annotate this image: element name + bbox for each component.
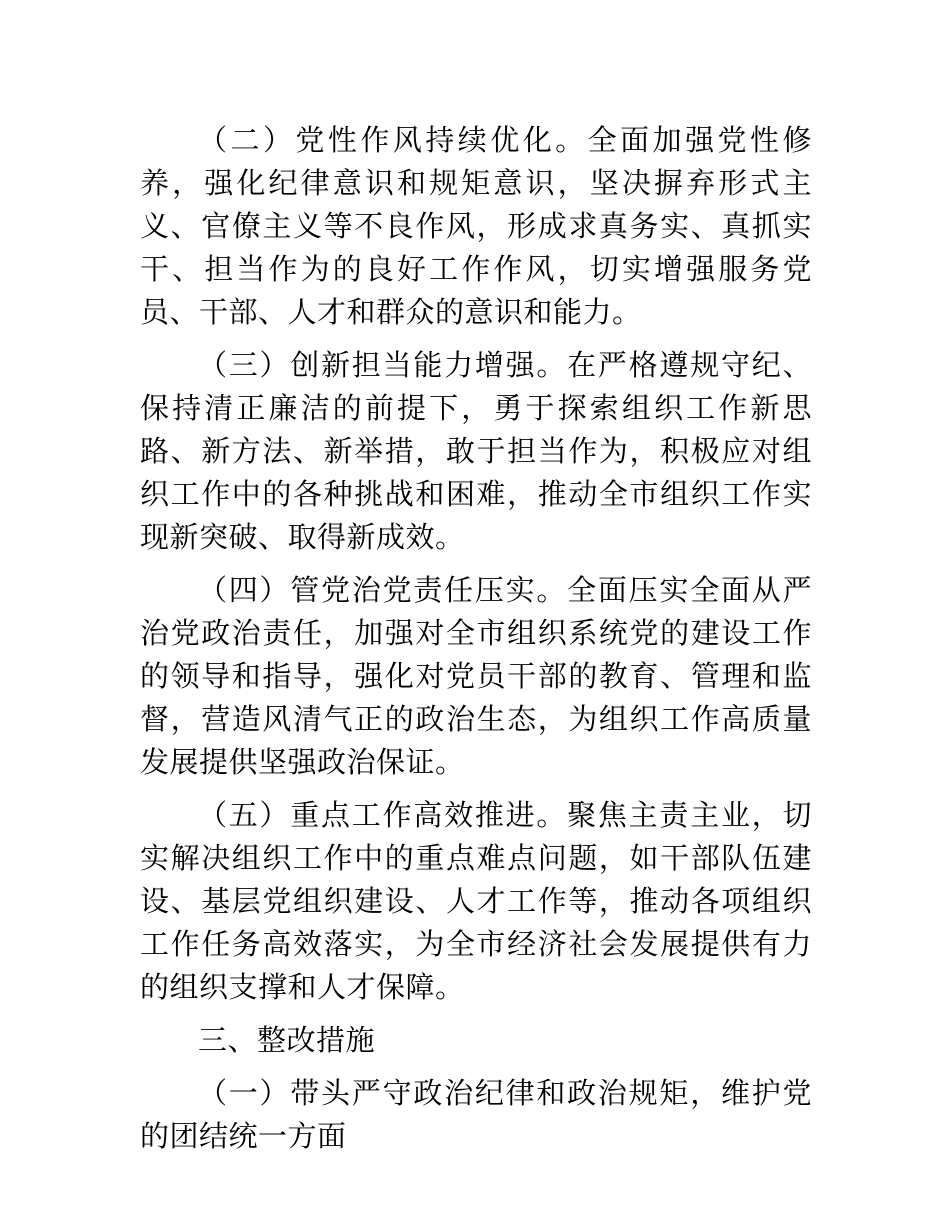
section-heading-rectification-measures: 三、整改措施: [198, 1025, 376, 1057]
paragraph-innovation-capability: （三）创新担当能力增强。在严格遵规守纪、保持清正廉洁的前提下，勇于探索组织工作新思路、新方法、新举措，敢于担当作为，积极应对组织工作中的各种挑战和困难，推动全市组织工作实现新突破、取得新成效。: [140, 350, 812, 554]
paragraph-party-governance-responsibility: （四）管党治党责任压实。全面压实全面从严治党政治责任，加强对全市组织系统党的建设工作的领导和指导，强化对党员干部的教育、管理和监督，营造风清气正的政治生态，为组织工作高质量发展提供坚强政治保证。: [140, 575, 812, 779]
paragraph-political-discipline: （一）带头严守政治纪律和政治规矩，维护党的团结统一方面: [140, 1078, 812, 1153]
paragraph-party-conduct: （二）党性作风持续优化。全面加强党性修养，强化纪律意识和规矩意识，坚决摒弃形式主义、官僚主义等不良作风，形成求真务实、真抓实干、担当作为的良好工作作风，切实增强服务党员、干部、人才和群众的意识和能力。: [140, 125, 812, 329]
paragraph-key-work-advancement: （五）重点工作高效推进。聚焦主责主业，切实解决组织工作中的重点难点问题，如干部队伍建设、基层党组织建设、人才工作等，推动各项组织工作任务高效落实，为全市经济社会发展提供有力的组织支撑和人才保障。: [140, 800, 812, 1004]
